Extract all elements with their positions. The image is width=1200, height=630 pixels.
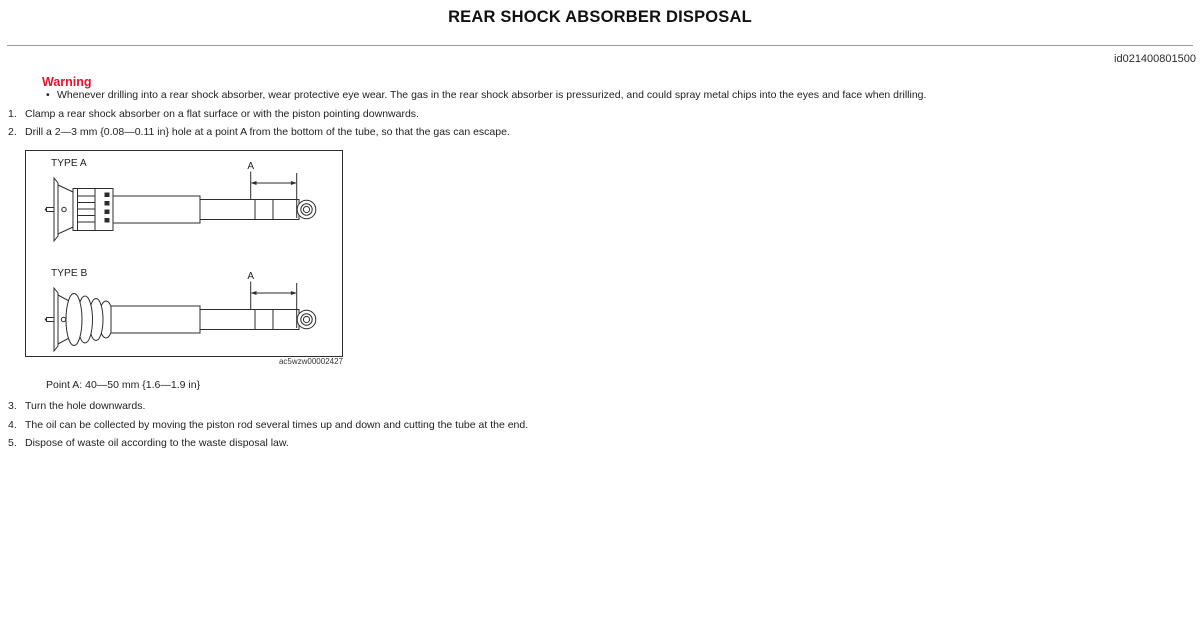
step-number: 4. — [8, 418, 17, 431]
page-title: REAR SHOCK ABSORBER DISPOSAL — [448, 8, 752, 26]
step-number: 3. — [8, 400, 17, 412]
mount-pin — [45, 318, 55, 322]
type-a-label: TYPE A — [51, 158, 87, 169]
step-number: 2. — [8, 126, 17, 138]
type-b-label: TYPE B — [51, 268, 88, 279]
dim-label-a: A — [247, 161, 255, 172]
rod-tube — [200, 200, 299, 220]
title-divider — [7, 45, 1193, 46]
dust-boot — [73, 189, 113, 231]
step-item-4 — [8, 419, 1168, 431]
figure-code: ac5wzw00002427 — [278, 357, 343, 366]
bracket-hole — [62, 207, 66, 211]
warning-item — [46, 89, 1151, 101]
step-number: 1. — [8, 107, 17, 120]
warning-text: Whenever drilling into a rear shock absorber, wear protective eye wear. The gas in the rear shock absorber is pressurized, and could spray metal chips into the eyes and face when drilling. — [57, 88, 927, 101]
mount-plate — [54, 178, 58, 241]
mount-pin — [45, 208, 55, 212]
dim-label-b: A — [247, 271, 255, 282]
shock-absorber-figure — [25, 150, 343, 362]
step-text: Clamp a rear shock absorber on a flat surface or with the piston pointing downwards. — [25, 107, 419, 120]
bullet-glyph: • — [46, 88, 50, 101]
rod-tube — [200, 310, 299, 330]
step-text: Turn the hole downwards. — [25, 400, 146, 412]
step-text: Drill a 2—3 mm {0.08—0.11 in} hole at a point A from the bottom of the tube, so that the gas can escape. — [25, 126, 510, 138]
step-number: 5. — [8, 437, 17, 449]
bellows-boot — [66, 294, 113, 346]
step-item-2 — [8, 126, 1168, 138]
step-item-3 — [8, 400, 1168, 412]
eye-ring — [297, 200, 316, 219]
step-item-1 — [8, 108, 1168, 120]
cylinder-tube — [111, 306, 200, 333]
figure-canvas — [25, 150, 343, 357]
point-a-note: Point A: 40—50 mm {1.6—1.9 in} — [46, 379, 201, 391]
bracket-hole — [61, 317, 65, 321]
cylinder-tube — [113, 196, 200, 223]
mount-plate — [54, 288, 58, 351]
eye-ring — [297, 310, 316, 329]
warning-heading: Warning — [42, 75, 92, 89]
document-id: id021400801500 — [1114, 53, 1196, 65]
step-text: Dispose of waste oil according to the waste disposal law. — [25, 437, 289, 449]
step-item-5 — [8, 437, 1168, 449]
step-text: The oil can be collected by moving the piston rod several times up and down and cutting the tube at the end. — [25, 418, 529, 431]
